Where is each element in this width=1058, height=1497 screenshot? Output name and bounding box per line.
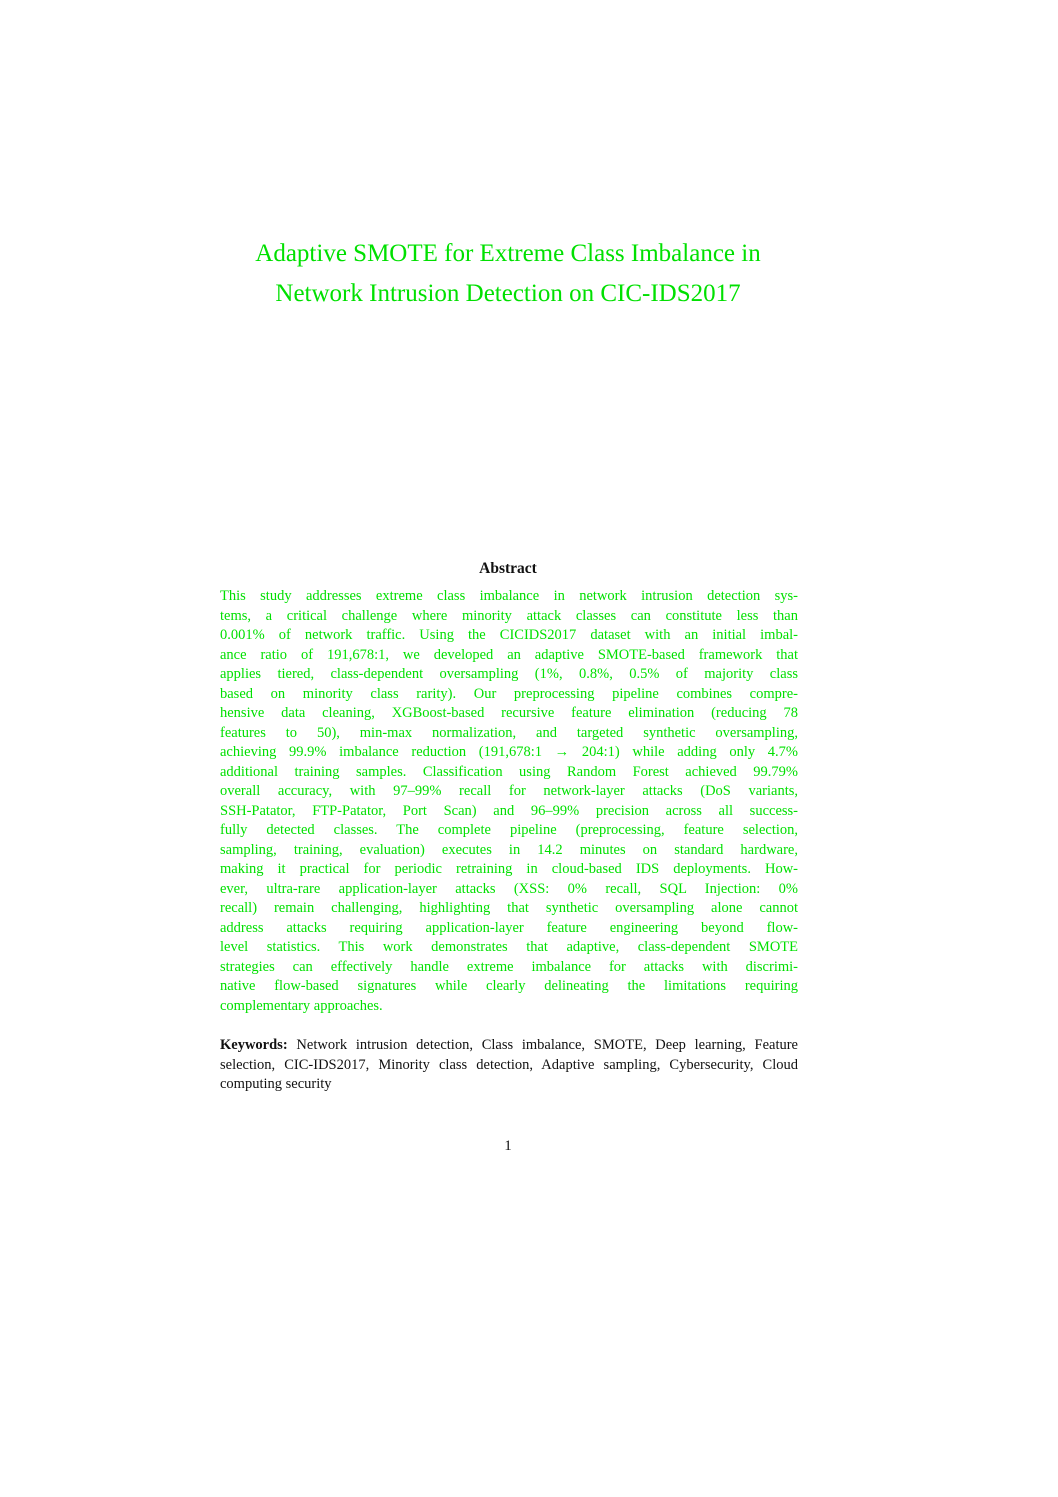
abstract-line: 0.001% of network traffic. Using the CICIDS2017 dataset with an initial imbal- [220, 627, 798, 643]
abstract-line: applies tiered, class-dependent oversampling (1%, 0.8%, 0.5% of majority class [220, 666, 798, 682]
abstract-line: fully detected classes. The complete pipeline (preprocessing, feature selection, [220, 822, 798, 838]
abstract-line: native flow-based signatures while clearly delineating the limitations requiring [220, 978, 798, 994]
abstract-body [220, 587, 798, 1016]
paper-title [198, 234, 818, 314]
abstract-line: level statistics. This work demonstrates that adaptive, class-dependent SMOTE [220, 939, 798, 955]
paper-title-line-1: Adaptive SMOTE for Extreme Class Imbalance in [255, 240, 761, 267]
paper-title-line-2: Network Intrusion Detection on CIC-IDS2017 [275, 280, 741, 307]
abstract-heading: Abstract [479, 560, 537, 577]
keywords-label: Keywords: [220, 1037, 288, 1053]
abstract-line: tems, a critical challenge where minority attack classes can constitute less than [220, 607, 798, 624]
keywords-text: Network intrusion detection, Class imbalance, SMOTE, Deep learning, Feature selection, CIC-IDS2017, Minority class detection, Adaptive sampling, Cybersecurity, Cloud computing security [220, 1037, 798, 1092]
abstract-line: additional training samples. Classification using Random Forest achieved 99.79% [220, 763, 798, 780]
abstract-line: strategies can effectively handle extreme imbalance for attacks with discrimi- [220, 958, 798, 975]
abstract-line: achieving 99.9% imbalance reduction (191,678:1 → 204:1) while adding only 4.7% [220, 744, 798, 760]
abstract-line: making it practical for periodic retraining in cloud-based IDS deployments. How- [220, 861, 798, 877]
abstract-line: based on minority class rarity). Our preprocessing pipeline combines compre- [220, 685, 798, 702]
abstract-line: address attacks requiring application-layer feature engineering beyond flow- [220, 919, 798, 936]
abstract-line: sampling, training, evaluation) executes in 14.2 minutes on standard hardware, [220, 841, 798, 858]
abstract-line: overall accuracy, with 97–99% recall for network-layer attacks (DoS variants, [220, 783, 798, 799]
keywords-paragraph [220, 1036, 798, 1095]
page-number: 1 [504, 1138, 512, 1154]
abstract-line: hensive data cleaning, XGBoost-based recursive feature elimination (reducing 78 [220, 705, 798, 721]
abstract-line: features to 50), min-max normalization, and targeted synthetic oversampling, [220, 724, 798, 741]
abstract-line: ance ratio of 191,678:1, we developed an adaptive SMOTE-based framework that [220, 646, 798, 663]
abstract-line: complementary approaches. [220, 997, 383, 1014]
abstract-line: This study addresses extreme class imbalance in network intrusion detection sys- [220, 588, 798, 604]
abstract-line: SSH-Patator, FTP-Patator, Port Scan) and 96–99% precision across all success- [220, 802, 798, 819]
abstract-line: recall) remain challenging, highlighting that synthetic oversampling alone cannot [220, 900, 798, 916]
abstract-line: ever, ultra-rare application-layer attacks (XSS: 0% recall, SQL Injection: 0% [220, 880, 798, 897]
